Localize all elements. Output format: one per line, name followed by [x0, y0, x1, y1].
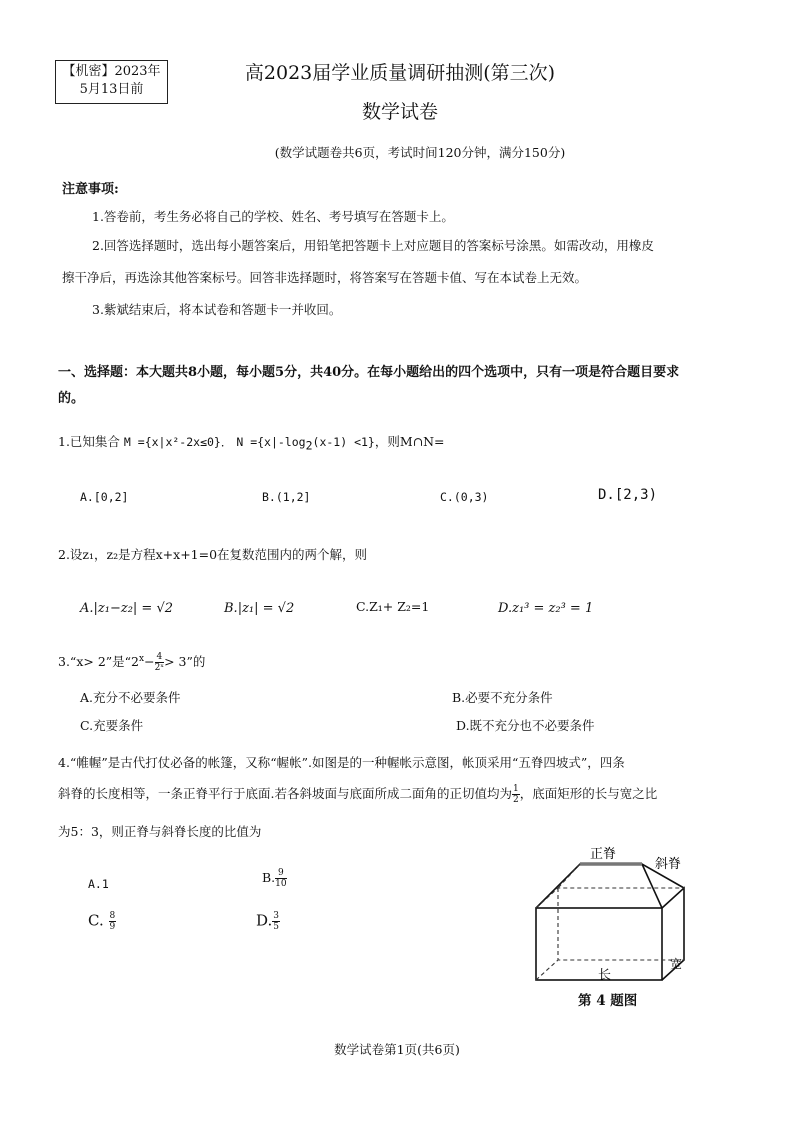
q4-b-label: B. [262, 870, 276, 885]
page-footer: 数学试卷第1页(共6页) [334, 1042, 460, 1057]
q4-c-num: 8 [109, 911, 116, 921]
label-length: 长 [598, 968, 612, 983]
q4-line2a: 斜脊的长度相等，一条正脊平行于底面.若各斜坡面与底面所成二面角的正切值均为 [58, 786, 512, 801]
notice-item-2: 2.回答选择题时，选出每小题答案后，用铅笔把答题卡上对应题目的答案标号涂黑。如需改动，用橡皮 [92, 238, 654, 253]
question-1-stem [58, 432, 445, 453]
q1-option-b: B.(1,2] [262, 490, 311, 504]
q2-d-expr: z₁³ = z₂³ = 1 [512, 601, 594, 616]
q2-option-c: C.Z₁+ Z₂=1 [356, 599, 430, 614]
q3-option-c: C.充要条件 [80, 718, 144, 733]
q2-a-expr: |z₁−z₂| = √2 [93, 601, 174, 616]
section-heading [58, 360, 748, 412]
q3-stem-b: > 3”的 [164, 654, 206, 669]
q3-minus: − [144, 654, 155, 669]
q4-option-a: A.1 [88, 877, 109, 891]
q3-fraction [155, 652, 165, 673]
label-hip: 斜脊 [655, 857, 682, 872]
q2-option-b [224, 597, 294, 616]
q4-d-label: D. [256, 911, 273, 930]
question-4-line-3: 为5：3，则正脊与斜脊长度的比值为 [58, 824, 262, 839]
q4-d-fraction [272, 911, 280, 932]
question-4-line-2 [58, 784, 657, 805]
confidential-label: 【机密】2023年 [62, 64, 161, 79]
q1-set-m: M ={x|x²-2x≤0}． [123, 435, 233, 449]
q4-option-d [256, 911, 280, 932]
q4-line2-num: 1 [512, 784, 519, 794]
notice-item-2-cont: 擦干净后，再选涂其他答案标号。回答非选择题时，将答案写在答题卡值、写在本试卷上无效。 [62, 270, 588, 285]
label-width: 宽 [670, 957, 683, 971]
q4-d-num: 3 [273, 911, 279, 921]
q2-b-expr: |z₁| = √2 [237, 601, 295, 616]
question-4-line-1: 4.“帷幄”是古代打仗必备的帐篷，又称“幄帐”.如图是的一种幄帐示意图，帐顶采用“五脊四坡式”，四条 [58, 755, 625, 770]
exam-info: (数学试题卷共6页，考试时间120分钟，满分150分) [274, 145, 566, 160]
notice-item-1: 1.答卷前，考生务必将自己的学校、姓名、考号填写在答题卡上。 [92, 209, 454, 224]
exam-subtitle: 数学试卷 [361, 101, 438, 123]
exam-title: 高2023届学业质量调研抽测(第三次) [244, 62, 556, 84]
q3-frac-den: 2ˣ [154, 663, 165, 673]
q3-stem-a: 3.“x> 2”是“2 [58, 654, 139, 669]
question-3-stem [58, 652, 205, 673]
q1-suffix: ，则M∩N= [374, 434, 445, 449]
notice-heading: 注意事项: [62, 182, 119, 197]
q1-set-n-a: N ={x|-log [236, 435, 306, 449]
q4-option-b [262, 868, 287, 889]
question-2-stem: 2.设z₁，z₂是方程x+x+1=0在复数范围内的两个解，则 [58, 547, 368, 562]
section-line-2: 的。 [58, 391, 85, 406]
q3-option-b: B.必要不充分条件 [452, 690, 553, 705]
q2-a-label: A. [80, 601, 94, 616]
q2-option-a [80, 597, 173, 616]
q4-option-c [88, 911, 116, 932]
q4-d-den: 5 [273, 922, 279, 932]
confidential-box [55, 60, 168, 104]
tent-figure [520, 842, 700, 987]
q4-line2b: ，底面矩形的长与宽之比 [519, 786, 658, 801]
notice-item-3: 3.紫斌结束后，将本试卷和答题卡一并收回。 [92, 302, 342, 317]
q4-b-num: 9 [275, 868, 286, 879]
figure-caption: 第 4 题图 [578, 993, 638, 1009]
q1-option-d: D.[2,3) [598, 487, 658, 503]
q1-set-n-sub: 2 [305, 438, 313, 453]
q2-d-label: D. [498, 601, 513, 616]
q4-line2-fraction [512, 784, 520, 805]
q4-c-den: 9 [109, 922, 116, 932]
label-ridge: 正脊 [590, 847, 617, 862]
q3-sup-x: x [139, 653, 145, 664]
q4-b-fraction [275, 868, 286, 889]
q2-b-label: B. [224, 601, 238, 616]
section-line-1: 一、选择题：本大题共8小题，每小题5分，共40分。在每小题给出的四个选项中，只有一项是符合题目要求 [58, 365, 680, 380]
q4-c-fraction [109, 911, 117, 932]
q3-frac-num: 4 [156, 652, 163, 662]
q2-option-d [498, 597, 593, 616]
confidential-date: 5月13日前 [79, 82, 144, 97]
q4-b-den: 10 [275, 879, 287, 889]
q3-option-a: A.充分不必要条件 [80, 690, 181, 705]
q3-option-d: D.既不充分也不必要条件 [456, 718, 595, 733]
q1-prefix: 1.已知集合 [58, 434, 120, 449]
q1-set-n-b: (x-1) <1} [312, 435, 375, 449]
q1-option-c: C.(0,3) [440, 490, 489, 504]
q1-option-a: A.[0,2] [80, 490, 129, 504]
q4-c-label: C. [88, 911, 104, 930]
q4-line2-den: 2 [512, 795, 519, 805]
